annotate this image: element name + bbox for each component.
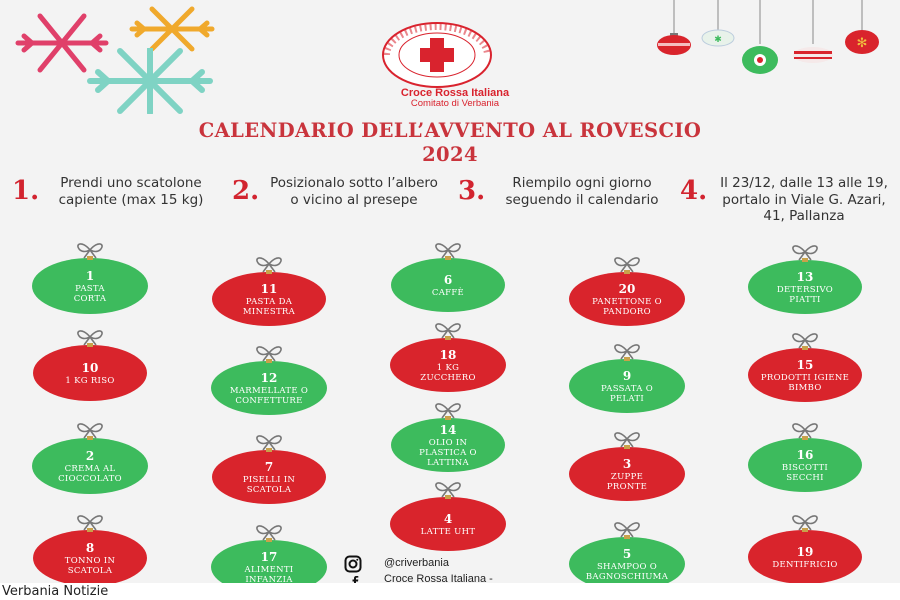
organization-subtitle: Comitato di Verbania xyxy=(410,98,500,109)
ornament-day: 17 xyxy=(260,549,278,564)
ornament-ball xyxy=(211,361,327,415)
bow-icon xyxy=(70,236,110,262)
step-text: Prendi uno scatolone capiente (max 15 kg) xyxy=(58,175,204,208)
bow-icon xyxy=(428,475,468,501)
ornament-item: PASSATA O PELATI xyxy=(601,383,653,404)
ornament-ball xyxy=(32,258,148,314)
ornament-ball xyxy=(569,537,685,583)
ornament-day: 12 xyxy=(260,370,278,385)
ornament-item: CAFFÈ xyxy=(431,287,465,298)
ornament-ball xyxy=(32,438,148,494)
ornament-day: 19 xyxy=(796,544,814,559)
bow-icon xyxy=(428,316,468,342)
bow-icon xyxy=(428,396,468,422)
bow-icon xyxy=(70,416,110,442)
ornament-ball xyxy=(390,338,506,392)
ornament-ball xyxy=(569,359,685,413)
ornament-item: PANETTONE O PANDORO xyxy=(592,296,662,317)
ornament-day: 7 xyxy=(264,459,274,474)
ornament-ball xyxy=(391,418,505,472)
ornament-ball xyxy=(391,258,505,312)
svg-text:✻: ✻ xyxy=(856,35,868,50)
ornament-ball xyxy=(748,348,862,402)
christmas-ornament-icon xyxy=(792,0,834,66)
ornament-day: 5 xyxy=(622,546,632,561)
facebook-icon[interactable] xyxy=(350,576,360,583)
title-line-1: CALENDARIO DELL’AVVENTO AL ROVESCIO xyxy=(198,119,702,142)
ornament-item: ALIMENTI INFANZIA xyxy=(244,564,294,583)
ornament-day: 9 xyxy=(622,368,632,383)
ornament-item: DETERSIVO PIATTI xyxy=(776,284,834,305)
instagram-icon[interactable] xyxy=(344,555,362,573)
bow-icon xyxy=(607,250,647,276)
ornament-day: 8 xyxy=(85,540,95,555)
ornament-day: 1 xyxy=(85,268,95,283)
ornament-item: PASTA DA MINESTRA xyxy=(242,296,296,317)
ornament-day: 4 xyxy=(443,511,453,526)
ornament-ball xyxy=(569,272,685,326)
ornament-item: MARMELLATE O CONFETTURE xyxy=(229,385,309,406)
snowflake-icon xyxy=(126,6,218,52)
bow-icon xyxy=(249,518,289,544)
ornament-ball xyxy=(212,272,326,326)
ornament-day: 14 xyxy=(439,422,457,437)
ornament-ball xyxy=(748,260,862,314)
christmas-ornament-icon xyxy=(654,0,694,60)
ornament-day: 6 xyxy=(443,272,453,287)
ornament-day: 2 xyxy=(85,448,95,463)
ornament-ball xyxy=(33,345,147,401)
ornament-item: PASTA CORTA xyxy=(73,283,107,304)
ornament-day: 15 xyxy=(796,357,814,372)
page-title xyxy=(0,119,900,167)
bow-icon xyxy=(785,326,825,352)
ornament-day: 3 xyxy=(622,456,632,471)
ornament-ball xyxy=(212,450,326,504)
bow-icon xyxy=(70,508,110,534)
bow-icon xyxy=(785,508,825,534)
step-number: 2. xyxy=(232,176,260,206)
ornament-item: 1 KG RISO xyxy=(65,375,115,386)
organization-name: Croce Rossa Italiana xyxy=(400,87,510,99)
step-number: 4. xyxy=(680,176,708,206)
step-text: Il 23/12, dalle 13 alle 19, portalo in Viale G. Azari, 41, Pallanza xyxy=(720,175,888,224)
ornament-day: 18 xyxy=(439,347,457,362)
ornament-ball xyxy=(33,530,147,583)
step-number: 1. xyxy=(12,176,40,206)
ornament-day: 16 xyxy=(796,447,814,462)
ornament-item: DENTIFRICIO xyxy=(772,559,838,570)
ornament-day: 20 xyxy=(618,281,636,296)
ornament-item: 1 KG ZUCCHERO xyxy=(420,362,476,383)
ornament-item: BISCOTTI SECCHI xyxy=(781,462,829,483)
bow-icon xyxy=(785,416,825,442)
instagram-handle[interactable]: @criverbania xyxy=(384,557,449,569)
red-cross-icon xyxy=(381,22,493,88)
ornament-ball xyxy=(569,447,685,501)
ornament-day: 10 xyxy=(81,360,99,375)
christmas-ornament-icon xyxy=(740,0,780,80)
step-text: Riempilo ogni giorno seguendo il calendario xyxy=(505,175,659,208)
christmas-ornament-icon xyxy=(700,0,736,52)
bow-icon xyxy=(249,428,289,454)
bow-icon xyxy=(249,339,289,365)
svg-text:✱: ✱ xyxy=(714,34,722,44)
ornament-ball xyxy=(211,540,327,583)
bow-icon xyxy=(607,425,647,451)
bow-icon xyxy=(785,238,825,264)
ornament-day: 13 xyxy=(796,269,814,284)
ornament-ball xyxy=(390,497,506,551)
bow-icon xyxy=(70,323,110,349)
ornament-item: PISELLI IN SCATOLA xyxy=(242,474,296,495)
ornament-item: TONNO IN SCATOLA xyxy=(64,555,116,576)
christmas-ornament-icon xyxy=(842,0,882,60)
bow-icon xyxy=(249,250,289,276)
step-text: Posizionalo sotto l’albero o vicino al presepe xyxy=(270,175,438,208)
step-number: 3. xyxy=(458,176,486,206)
ornament-item: SHAMPOO O BAGNOSCHIUMA xyxy=(585,561,669,582)
ornament-item: OLIO IN PLASTICA O LATTINA xyxy=(419,437,477,468)
ornament-item: CREMA AL CIOCCOLATO xyxy=(58,463,122,484)
ornament-item: ZUPPE PRONTE xyxy=(606,471,648,492)
bow-icon xyxy=(428,236,468,262)
image-caption: Verbania Notizie xyxy=(2,584,109,599)
ornament-day: 11 xyxy=(260,281,278,296)
ornament-item: LATTE UHT xyxy=(420,526,476,537)
ornament-ball xyxy=(748,438,862,492)
ornament-item: PRODOTTI IGIENE BIMBO xyxy=(760,372,850,393)
bow-icon xyxy=(607,337,647,363)
facebook-page[interactable]: Croce Rossa Italiana - xyxy=(384,573,493,583)
bow-icon xyxy=(607,515,647,541)
title-line-2: 2024 xyxy=(422,143,478,166)
ornament-ball xyxy=(748,530,862,583)
snowflake-icon xyxy=(82,48,218,114)
